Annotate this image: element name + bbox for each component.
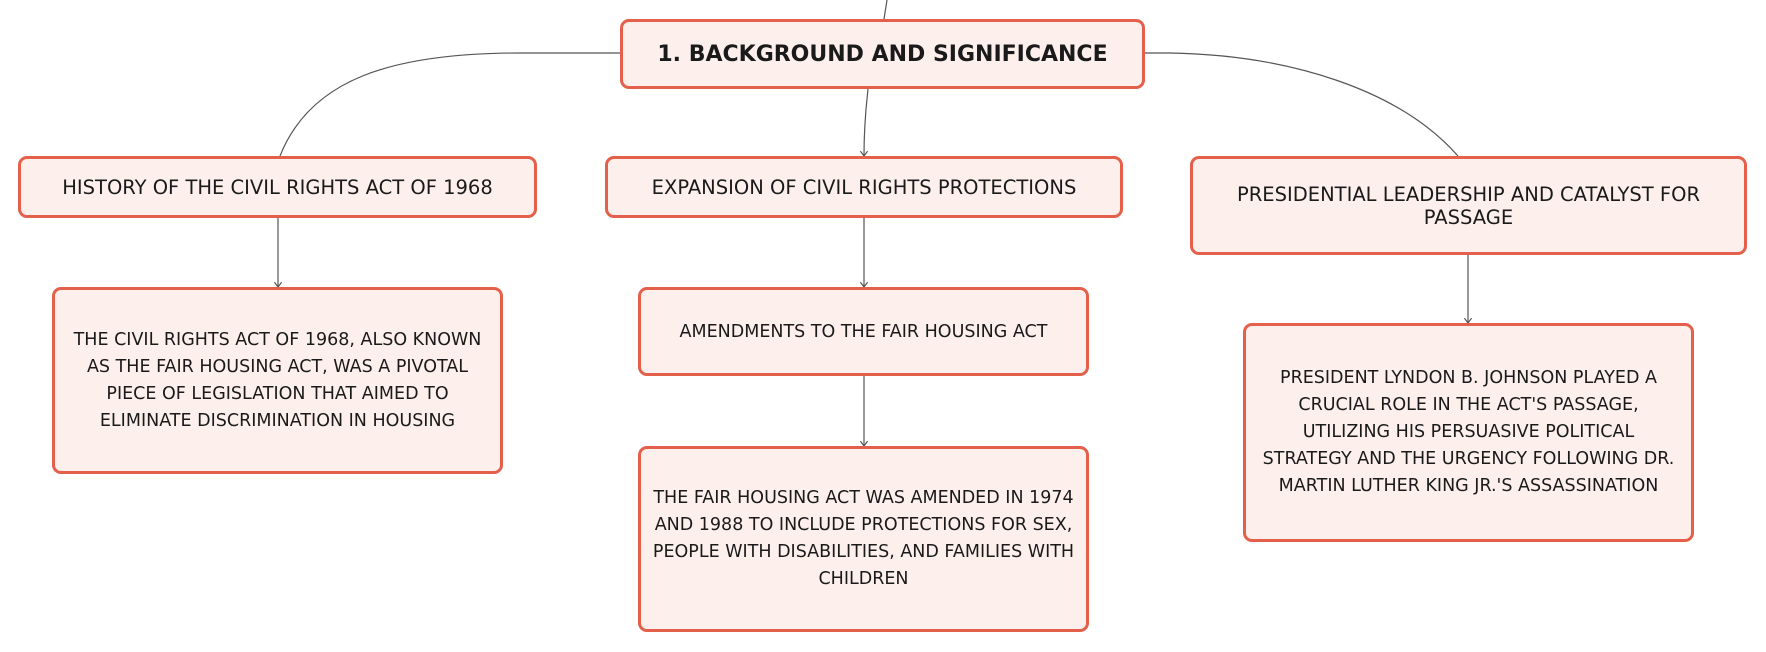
- subtopic-amendments-to-fair-housing-act[interactable]: [638, 287, 1089, 376]
- topic-label: PRESIDENTIAL LEADERSHIP AND CATALYST FOR PASSAGE: [1236, 182, 1700, 229]
- connector-root-to-presidential: [1145, 53, 1458, 156]
- topic-expansion-of-protections[interactable]: [605, 156, 1123, 218]
- root-topic-label: 1. BACKGROUND AND SIGNIFICANCE: [657, 41, 1108, 67]
- root-topic[interactable]: [620, 19, 1145, 89]
- topic-label: HISTORY OF THE CIVIL RIGHTS ACT OF 1968: [62, 175, 493, 199]
- subtopic-history-description[interactable]: [52, 287, 503, 474]
- subtopic-label: THE FAIR HOUSING ACT WAS AMENDED IN 1974 AND 1988 TO INCLUDE PROTECTIONS FOR SEX, PEOPLE WITH DISABILITIES, AND FAMILIES WITH CHILDREN: [652, 488, 1075, 589]
- subtopic-amendments-description[interactable]: [638, 446, 1089, 632]
- subtopic-label: AMENDMENTS TO THE FAIR HOUSING ACT: [679, 321, 1048, 342]
- connector-root-to-history: [280, 53, 620, 156]
- subtopic-label: THE CIVIL RIGHTS ACT OF 1968, ALSO KNOWN AS THE FAIR HOUSING ACT, WAS A PIVOTAL PIECE OF LEGISLATION THAT AIMED TO ELIMINATE DISCRIMINATION IN HOUSING: [73, 329, 482, 431]
- subtopic-presidential-description[interactable]: [1243, 323, 1694, 542]
- topic-label: EXPANSION OF CIVIL RIGHTS PROTECTIONS: [651, 175, 1077, 199]
- subtopic-label: PRESIDENT LYNDON B. JOHNSON PLAYED A CRUCIAL ROLE IN THE ACT'S PASSAGE, UTILIZING HIS PERSUASIVE POLITICAL STRATEGY AND THE URGENCY FOLLOWING DR. MARTIN LUTHER KING JR.'S ASSASSINATION: [1262, 368, 1675, 496]
- connector-incoming-root: [884, 0, 887, 19]
- connector-root-to-expansion: [864, 89, 868, 156]
- topic-history-of-civil-rights-act[interactable]: [18, 156, 537, 218]
- topic-presidential-leadership[interactable]: [1190, 156, 1747, 255]
